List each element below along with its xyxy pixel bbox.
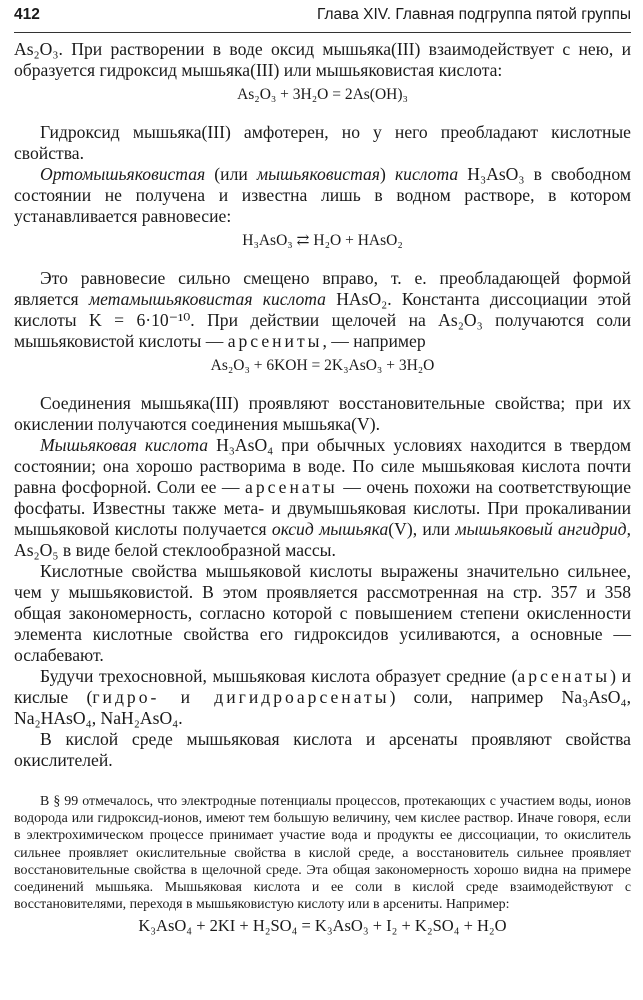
small-print-paragraph: В § 99 отмечалось, что электродные потенциалы процессов, протекающих с участием воды, ионов водорода или гидроксид-ионов, имеют тем большую величину, чем кислее раствор. Иначе говоря, если в электрохимическом процессе принимает участие вода и продукты ее диссоциации, то окислитель сильнее проявляет окислительные свойства в кислой среде, а восстановитель сильнее проявляет восстановительные свойства в щелочной среде. Эта общая закономерность хорошо видна на примере соединений мышьяка. Мышьяковая кислота и ее соли в кислой среде взаимодействуют с восстановителями, переходя в мышьяковистую кислоту или в арсениты. Например: (14, 794, 631, 913)
spacer (14, 258, 631, 268)
term-acid: кислота (394, 164, 459, 184)
text-run: Это равновесие сильно смещено вправо, т. е. преобладающей формой является (14, 268, 631, 309)
equation-3: As₂O₃ + 6KOH = 2K₃AsO₃ + 3H₂O (210, 357, 435, 374)
formula-h3aso3: H₃AsO₃ (458, 164, 525, 184)
term-arsenites: арсениты (227, 331, 323, 351)
text-run: ) соли, например Na₃AsO₄, Na₂HAsO₄, NaH₂AsO₄. (14, 687, 631, 728)
text-run: Будучи трехосновной, мышьяковая кислота образует средние ( (40, 666, 518, 686)
small-print-section (14, 793, 631, 937)
text-run: H₃AsO₄ при обычных условиях находится в твердом состоянии; она хорошо растворима в воде. По силе мышьяковая кислота почти равна фосфорной. Соли ее — (14, 435, 631, 497)
chapter-title: Глава XIV. Главная подгруппа пятой группы (316, 6, 631, 23)
paragraph-6 (14, 435, 631, 561)
term-arsenates: арсенаты (245, 477, 338, 497)
term-arsenious: мышьяковистая (256, 164, 380, 184)
paragraph-1 (14, 39, 631, 81)
header-rule (14, 32, 631, 33)
paragraph-3-text: в свободном состоянии не получена и известна лишь в водном растворе, в котором устанавливается равновесие: (14, 164, 631, 226)
page-header (14, 6, 631, 32)
paragraph-2: Гидроксид мышьяка(III) амфотерен, но у него преобладают кислотные свойства. (14, 122, 631, 163)
text-run: , As₂O₅ в виде белой стеклообразной массы. (14, 519, 631, 560)
term-orthoarsenious: Ортомышьяковистая (40, 164, 206, 184)
paragraph-4 (14, 268, 631, 352)
term-hydroarsenates: гидро- и дигидроарсенаты (92, 687, 390, 707)
paragraph-5: Соединения мышьяка(III) проявляют восстановительные свойства; при их окислении получаются соединения мышьяка(V). (14, 393, 631, 434)
paragraph-1-text: . При растворении в воде оксид мышьяка(III) взаимодействует с нею, и образуется гидроксид мышьяка(III) или мышьяковистая кислота: (14, 39, 631, 80)
term-arsenic-acid: Мышьяковая кислота (40, 435, 209, 455)
spacer (14, 383, 631, 393)
term-arsenic-anhydride: мышьяковый ангидрид (455, 519, 627, 539)
page-number: 412 (14, 6, 40, 23)
term-arsenic-oxide: оксид мышьяка (271, 519, 389, 539)
term-arsenates: арсенаты (517, 666, 611, 686)
term-metaarsenious-acid: метамышьяковистая кислота (88, 289, 326, 309)
paragraph-7: Кислотные свойства мышьяковой кислоты выражены значительно сильнее, чем у мышьяковистой. В этом проявляется рассмотренная на стр. 357 и 358 общая закономерность, согласно которой с повышением степени окисленности элемента кислотные свойства его гидроксидов усиливаются, а основные — ослабевают. (14, 561, 631, 665)
equation-1: As₂O₃ + 3H₂O = 2As(OH)₃ (237, 86, 408, 103)
formula-as2o3: As₂O₃ (14, 39, 59, 59)
text-run: , — например (322, 331, 426, 351)
paragraph-8 (14, 666, 631, 729)
spacer (14, 771, 631, 793)
paragraph-9: В кислой среде мышьяковая кислота и арсенаты проявляют свойства окислителей. (14, 729, 631, 770)
text-run: ) и кислые ( (14, 666, 631, 707)
text-run: ) (379, 164, 395, 184)
paragraph-3 (14, 164, 631, 227)
equation-2: H₃AsO₃ ⇄ H₂O + HAsO₂ (242, 232, 403, 249)
text-run: — очень похожи на соответствующие фосфаты. Известны также мета- и двумышьяковая кислоты. При прокаливании мышьяковой кислоты получается (14, 477, 631, 539)
text-run: HAsO₂. Константа диссоциации этой кислоты K = 6·10⁻¹⁰. При действии щелочей на As₂O₃ получаются соли мышьяковистой кислоты — (14, 289, 631, 351)
text-run: (или (205, 164, 257, 184)
text-run: (V), или (388, 519, 456, 539)
spacer (14, 112, 631, 122)
equation-4: K₃AsO₄ + 2KI + H₂SO₄ = K₃AsO₃ + I₂ + K₂SO₄ + H₂O (138, 916, 507, 936)
